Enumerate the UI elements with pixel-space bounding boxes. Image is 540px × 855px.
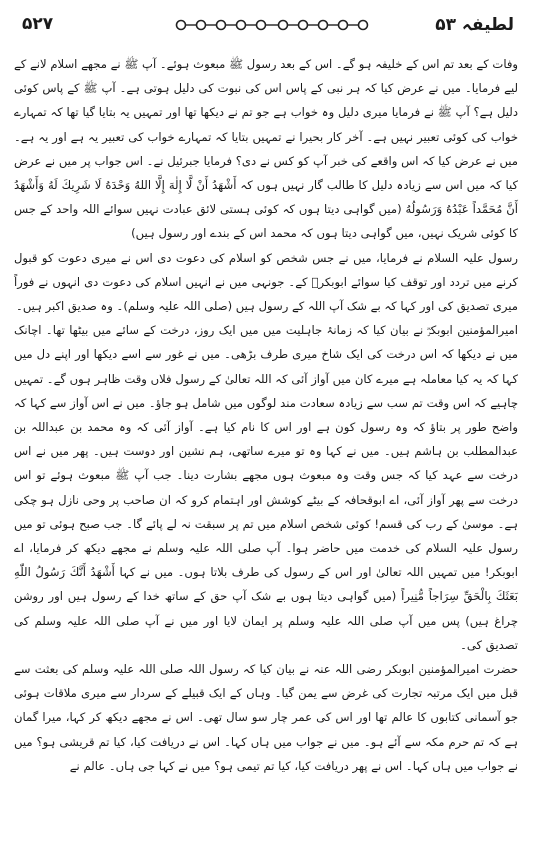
ornament-divider xyxy=(174,18,370,32)
paragraph: وفات کے بعد تم اس کے خلیفہ ہو گے۔ اس کے بعد رسول ﷺ مبعوث ہوئے۔ آپ ﷺ نے مجھے اسلام لانے کے لیے فرمایا۔ میں نے عرض کیا کہ ہر نبی کے پاس اس کی نبوت کی دلیل ہوتی ہے۔ آپ ﷺ کے پاس کوئی دلیل ہے؟ آپ ﷺ نے فرمایا میری دلیل وہ خواب ہے جو تم نے دیکھا تھا اور تمہیں یہ بتایا گیا تھا کہ تمہارے خواب کی کوئی تعبیر نہیں ہے۔ آخر کار بحیرا نے تمہیں بتایا کہ تمہارے خواب کی تعبیر یہ ہے اور یہ ہے۔ میں نے عرض کیا کہ اس واقعے کی خبر آپ کو کس نے دی؟ فرمایا جبرئیل نے۔ اس جواب پر میں نے عرض کیا کہ میں اس سے زیادہ دلیل کا طالب گار نہیں ہوں کہ أَشْهَدُ أَنْ لَّا إِلٰهَ إِلَّا اللهُ وَحْدَهُ لَا شَرِيكَ لَهُ وَأَشْهَدُ أَنَّ مُحَمَّداً عَبْدُهُ وَرَسُولُهُ (میں گواہی دیتا ہوں کہ کوئی ہستی لائق عبادت نہیں سوائے اللہ واحد کے جس کا کوئی شریک نہیں، میں گواہی دیتا ہوں کہ محمد اس کے بندے اور رسول ہیں) xyxy=(14,57,518,241)
paragraph: امیرالمؤمنین ابوبکرؓ نے بیان کیا کہ زمانۂ جاہلیت میں میں ایک روز، درخت کے سائے میں بیٹھا تھا۔ اچانک میں نے دیکھا کہ اس درخت کی ایک شاخ میری طرف بڑھی۔ میں نے غور سے اسے دیکھا اور اپنے دل میں کہا کہ یہ کیا معاملہ ہے میرے کان میں آواز آئی کہ اللہ تعالیٰ کے رسول فلاں وقت ظاہر ہوں گے۔ تمہیں چاہیے کہ اس وقت تم سب سے زیادہ سعادت مند لوگوں میں شامل ہو جاؤ۔ میں نے اس آواز سے کہا کہ واضح طور پر بتاؤ کہ وہ رسول کون ہے اور اس کا نام کیا ہے۔ آواز آئی کہ وہ محمد بن عبداللہ بن عبدالمطلب بن ہاشم ہیں۔ میں نے کہا وہ تو میرے ساتھی، ہم نشین اور دوست ہیں۔ پھر میں نے اس درخت سے عہد کیا کہ جس وقت وہ مبعوث ہوں مجھے بشارت دینا۔ جب آپ ﷺ مبعوث ہوئے تو اس درخت سے پھر آواز آئی، اے ابوقحافہ کے بیٹے کوشش اور اہتمام کرو کہ ان صاحب پر وحی نازل ہو چکی ہے۔ موسیٰ کے رب کی قسم! کوئی شخص اسلام میں تم پر سبقت نہ لے پائے گا۔ جب صبح ہوئی تو میں رسول علیہ السلام کی خدمت میں حاضر ہوا۔ آپ صلی اللہ علیہ وسلم نے مجھے دیکھ کر فرمایا، اے ابوبکر! میں تمہیں اللہ تعالیٰ اور اس کے رسول کی طرف بلاتا ہوں۔ میں نے کہا أَشْهَدُ أَنَّكَ رَسُولُ اللّٰهِ بَعَثَكَ بِالْحَقِّ سِرَاجاً مُّنِيراً (میں گواہی دیتا ہوں بے شک آپ حق کے ساتھ خدا کے رسول ہیں اور روشن چراغ ہیں) پس میں آپ صلی اللہ علیہ وسلم پر ایمان لایا اور میں نے آپ صلی اللہ علیہ وسلم کی تصدیق کی۔ xyxy=(14,323,518,652)
page-header xyxy=(14,10,520,40)
page-number: ۵۲۷ xyxy=(22,14,54,34)
page-body xyxy=(14,52,520,778)
paragraph: حضرت امیرالمؤمنین ابوبکر رضی اللہ عنہ نے بیان کیا کہ رسول اللہ صلی اللہ علیہ وسلم کی بعثت سے قبل میں ایک مرتبہ تجارت کی غرض سے یمن گیا۔ وہاں کے ایک قبیلے کے سردار سے میری ملاقات ہوئی جو آسمانی کتابوں کا عالم تھا اور اس کی عمر چار سو سال تھی۔ اس نے مجھے دیکھ کر کہا، میرا گمان ہے کہ تم حرم مکہ سے آئے ہو۔ میں نے جواب میں ہاں کہا۔ اس نے دریافت کیا، کیا تم قریشی ہو؟ میں نے جواب میں ہاں کہا۔ اس نے پھر دریافت کیا، کیا تم تیمی ہو؟ میں نے کہا جی ہاں۔ عالم نے xyxy=(14,662,518,773)
paragraph: رسول علیہ السلام نے فرمایا، میں نے جس شخص کو اسلام کی دعوت دی اس نے میری دعوت کو قبول کرنے میں تردد اور توقف کیا سوائے ابوبکرؓ کے۔ جونہی میں نے انہیں اسلام کی دعوت دی انہوں نے فوراً میری تصدیق کی اور کہا کہ بے شک آپ اللہ کے رسول ہیں (صلی اللہ علیہ وسلم)۔ وہ صدیق اکبر ہیں۔ xyxy=(14,250,518,314)
chapter-title: لطیفہ ۵۳ xyxy=(435,15,514,35)
